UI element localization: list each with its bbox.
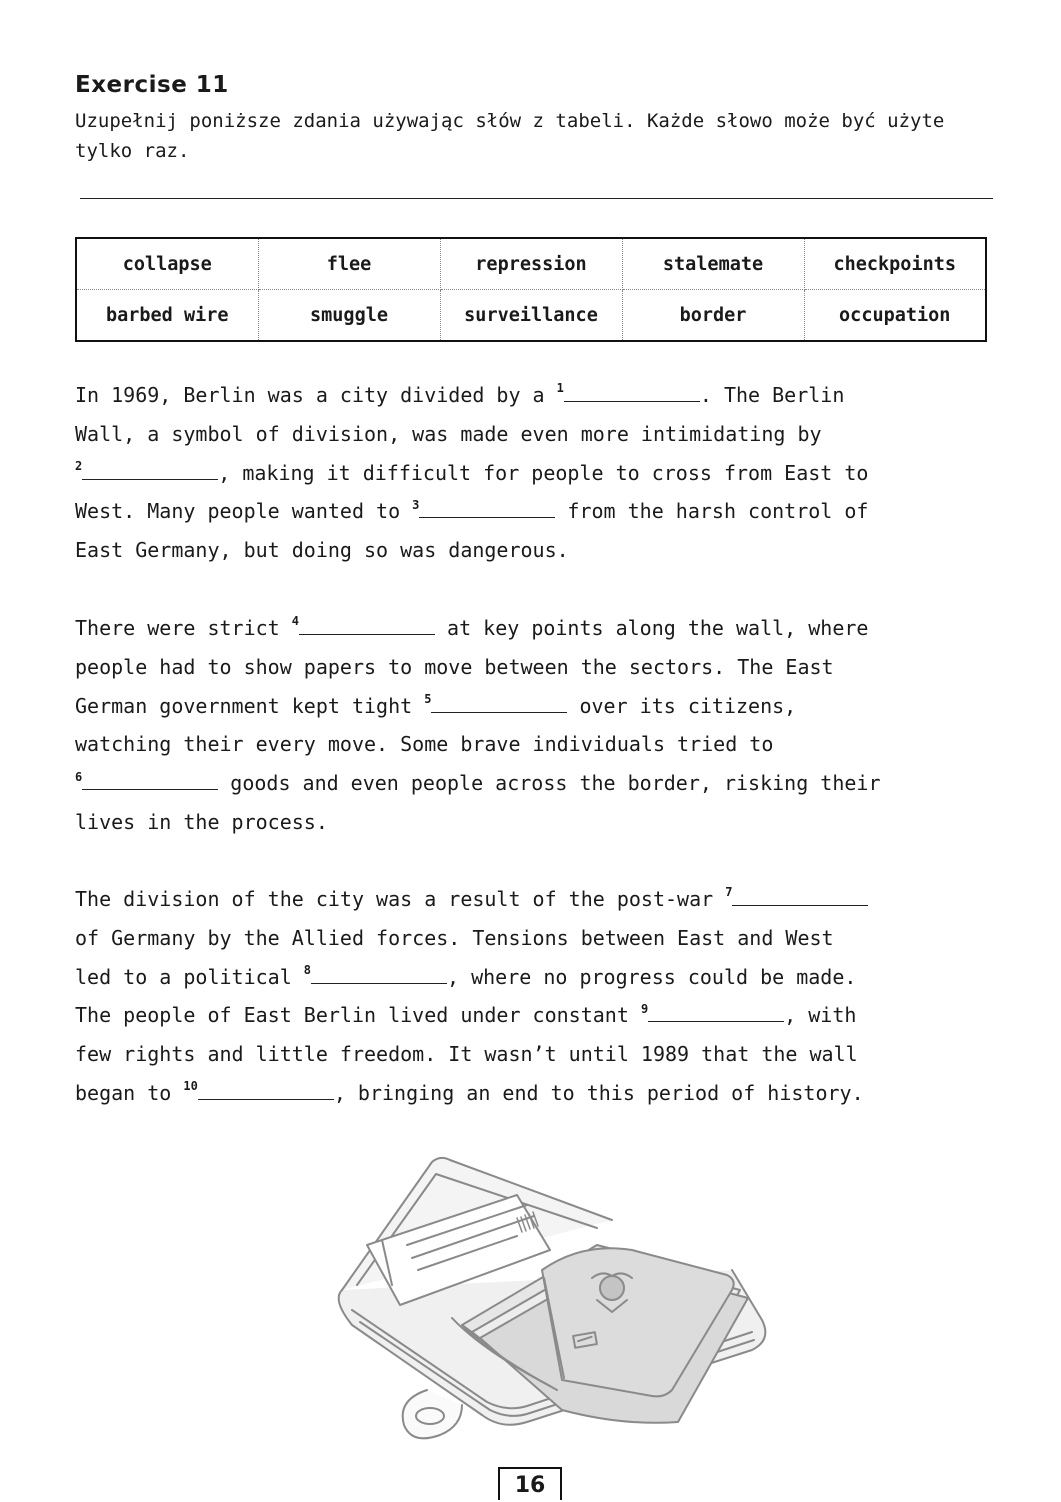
exercise-instruction: Uzupełnij poniższe zdania używając słów z tabeli. Każde słowo może być użyte tylko raz.: [75, 110, 945, 162]
text-segment: , where no progress could be made.: [447, 964, 857, 989]
answer-blank[interactable]: [311, 982, 447, 984]
text-segment: The people of East Berlin lived under constant: [75, 1003, 641, 1028]
word-bank-row: [76, 290, 986, 342]
word-bank-cell: collapse: [76, 238, 258, 290]
answer-blank[interactable]: [82, 478, 218, 480]
text-line: [75, 1074, 1005, 1113]
gap-number: 1: [556, 381, 564, 396]
gap-number: 8: [303, 962, 312, 977]
gap-9[interactable]: [641, 996, 784, 1035]
text-segment: , bringing an end to this period of history.: [333, 1080, 864, 1105]
text-line: people had to show papers to move between the sectors. The East: [75, 654, 834, 679]
answer-blank[interactable]: [82, 788, 218, 790]
gap-number: 7: [725, 885, 733, 900]
passport-wallet-illustration: [312, 1150, 772, 1450]
gap-6[interactable]: [75, 764, 218, 803]
text-line: [75, 609, 1005, 648]
text-segment: led to a political: [75, 964, 304, 989]
text-segment: There were strict: [75, 616, 292, 640]
text-segment: , making it difficult for people to cross from East to: [218, 460, 869, 485]
text-line: Wall, a symbol of division, was made even more intimidating by: [75, 421, 822, 446]
paragraph-2: [75, 609, 1005, 842]
text-line: [75, 687, 1005, 726]
text-line: of Germany by the Allied forces. Tensions between East and West: [75, 925, 834, 950]
text-segment: goods and even people across the border, risking their: [218, 771, 881, 796]
gap-number: 9: [640, 1001, 649, 1016]
gap-4[interactable]: [292, 609, 435, 648]
word-bank-cell: barbed wire: [76, 290, 258, 342]
word-bank-cell: smuggle: [258, 290, 440, 342]
gap-1[interactable]: [557, 376, 700, 415]
text-line: [75, 996, 1005, 1035]
page-number: 16: [498, 1467, 562, 1500]
text-line: [75, 492, 1005, 531]
word-bank-cell: repression: [440, 238, 622, 290]
word-bank-cell: stalemate: [622, 238, 804, 290]
text-segment: German government kept tight: [75, 693, 425, 718]
exercise-title: Exercise 11: [75, 72, 229, 98]
answer-blank[interactable]: [419, 516, 555, 518]
text-line: [75, 764, 1005, 803]
paragraph-1: [75, 376, 1005, 570]
text-segment: , with: [784, 1003, 857, 1028]
gap-10[interactable]: [183, 1074, 333, 1113]
gap-number: 2: [75, 458, 83, 473]
text-segment: West. Many people wanted to: [75, 499, 413, 524]
text-line: [75, 958, 1005, 997]
text-line: [75, 880, 1005, 919]
answer-blank[interactable]: [198, 1098, 334, 1100]
word-bank-cell: border: [622, 290, 804, 342]
word-bank-cell: flee: [258, 238, 440, 290]
word-bank-cell: surveillance: [440, 290, 622, 342]
text-segment: began to: [75, 1080, 184, 1105]
answer-blank[interactable]: [732, 904, 868, 906]
text-segment: . The Berlin: [699, 383, 845, 407]
text-segment: In 1969, Berlin was a city divided by a: [75, 383, 557, 407]
text-line: [75, 376, 1005, 415]
gap-number: 10: [183, 1079, 198, 1094]
text-segment: from the harsh control of: [555, 499, 869, 524]
text-line: [75, 454, 1005, 493]
text-line: lives in the process.: [75, 809, 328, 834]
gap-5[interactable]: [424, 687, 567, 726]
gap-number: 3: [412, 497, 420, 512]
answer-blank[interactable]: [431, 711, 567, 713]
gap-number: 5: [424, 691, 432, 706]
text-line: East Germany, but doing so was dangerous.: [75, 538, 569, 563]
text-segment: over its citizens,: [567, 693, 797, 718]
word-bank-table: [75, 237, 987, 342]
word-bank-cell: occupation: [839, 304, 951, 326]
text-line: watching their every move. Some brave individuals tried to: [75, 732, 774, 757]
paragraph-3: [75, 880, 1005, 1113]
gap-number: 6: [75, 769, 83, 784]
gap-3[interactable]: [412, 492, 555, 531]
answer-blank[interactable]: [299, 633, 435, 635]
answer-blank[interactable]: [648, 1020, 784, 1022]
divider-line: [80, 198, 993, 199]
text-line: few rights and little freedom. It wasn’t until 1989 that the wall: [75, 1042, 858, 1067]
word-bank-cell: checkpoints: [804, 238, 986, 290]
answer-blank[interactable]: [564, 400, 700, 402]
gap-2[interactable]: [75, 454, 218, 493]
text-segment: at key points along the wall, where: [434, 616, 869, 640]
gap-8[interactable]: [304, 958, 447, 997]
word-bank-row: [76, 238, 986, 290]
gap-7[interactable]: [725, 880, 868, 919]
text-segment: The division of the city was a result of the post-war: [75, 887, 726, 911]
gap-number: 4: [291, 614, 299, 629]
